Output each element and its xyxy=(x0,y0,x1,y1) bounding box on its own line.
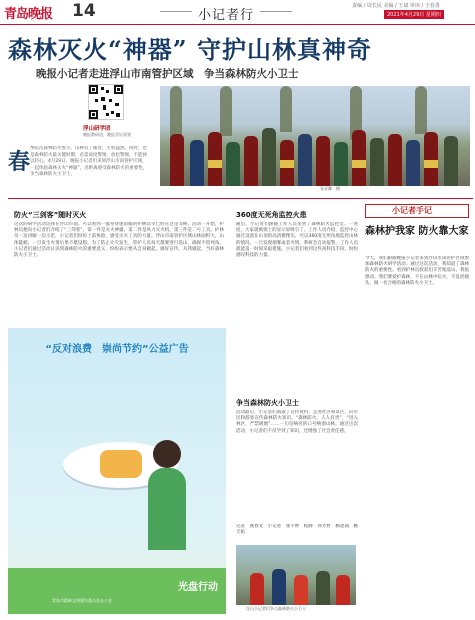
sash-shape xyxy=(424,160,438,168)
person-shape xyxy=(244,136,258,186)
person-shape xyxy=(226,142,240,186)
person-shape xyxy=(406,140,420,186)
page-number: 14 xyxy=(72,1,96,21)
person-shape xyxy=(424,132,438,186)
section-title: 小记者行 xyxy=(198,4,254,23)
poster-sponsor: 青岛市精神文明建设委员会办公室 xyxy=(52,598,112,603)
sash-shape xyxy=(352,160,366,168)
person-shape xyxy=(336,575,350,605)
tree-shape xyxy=(220,86,232,136)
person-body-icon xyxy=(148,468,186,550)
tree-shape xyxy=(415,86,427,134)
qr-code-icon[interactable] xyxy=(88,84,124,120)
person-shape xyxy=(352,130,366,186)
section-heading-3: 争当森林防火小卫士 xyxy=(236,399,299,407)
person-shape xyxy=(250,573,264,605)
qr-label: 浮山研学团 xyxy=(83,126,111,132)
qr-sublabel: 晚报教研团，晚报美好面貌 xyxy=(83,132,131,137)
person-shape xyxy=(370,138,384,186)
group-photo xyxy=(160,86,470,186)
qr-pattern xyxy=(89,85,123,119)
person-shape xyxy=(316,136,330,186)
date-badge: 2021年4月29日 星期四 xyxy=(384,10,444,19)
sash-shape xyxy=(280,160,294,168)
notes-label: 小记者手记 xyxy=(392,206,432,215)
person-shape xyxy=(444,136,458,186)
page-header xyxy=(0,0,475,22)
activity-photo-caption: 浮山小记者们争当森林防火小卫士 xyxy=(246,606,306,611)
article-subtitle: 晚报小记者走进浮山市南管护区域 争当森林防火小卫士 xyxy=(36,68,299,80)
section-body-2: 随后，小记者们跟随工作人员来到了森林防火监控室。一进屋，大家就被墙上的显示屏吸引了。工作人员介绍，监控中心通过设置在山顶的高清摄像头，可以360度无死角地监控山林的情况。一旦发现烟雾或者火情，系统会自动报警，工作人员就能第一时间采取措施。小记者们看到这些高科技手段，纷纷感叹科技的力量。 xyxy=(236,222,358,259)
editors-line: 责编 / 周长民 美编 / 王斌 审读 / 王春善 xyxy=(352,3,440,9)
poster-title: “反对浪费 崇尚节约”公益广告 xyxy=(45,344,189,355)
person-shape xyxy=(334,142,348,186)
participants-line: 记者 燕春文 小记者 张宇婷 程静 孙芳哲 杨思润 姚天佑 xyxy=(236,524,358,536)
header-rule xyxy=(0,24,475,25)
person-shape xyxy=(388,134,402,186)
poster-slogan: 光盘行动 xyxy=(178,582,218,593)
person-shape xyxy=(298,134,312,186)
newspaper-logo: 青岛晚报 xyxy=(4,7,53,22)
person-shape xyxy=(294,575,308,605)
photo-caption: 张亚卿 摄 xyxy=(320,186,340,191)
person-shape xyxy=(272,569,286,605)
tree-shape xyxy=(280,86,292,132)
activity-photo xyxy=(236,545,356,605)
person-shape xyxy=(190,140,204,186)
section-heading-2: 360度无死角监控火患 xyxy=(236,211,307,219)
section-body-3: 活动最后，小记者们领取了宣传资料，走进社区和景区，向市民和游客宣传森林防火知识。“森林防火，人人有责”，“进入林区，严禁吸烟”……一句句响亮的口号响彻山林。通过这次活动，小记者们不仅学到了知识，还增强了社会责任感。 xyxy=(236,410,358,434)
notes-heading: 森林护我家 防火靠大家 xyxy=(365,226,469,237)
section-body-1: 这次的研学活动选择在浮山市南。可以看到一群身穿迷彩服的护林员早已经在这里等候。活动一开始，护林员便向小记者们介绍了“三剑客”。第一件是灭火神器，第二件是风力灭火机，第三件是二号工具。护林员一边讲解一边示范，小记者们纷纷上前体验，感受灭火工具的力量。浮山市南管护区域山林面积大，山体陡峭，一旦发生火情后果不堪设想。为了防止火灾发生，管护人员每天都要进行巡山，确保不留死角。小记者们通过活动认识到森林防火的重要意义，纷纷表示要从自身做起，做好宣传，从我做起，当好森林防火小卫士。 xyxy=(14,222,224,259)
intro-paragraph: 季防范森林防火警示，山林有了暖意，生机盎然。同时，也是森林防火最关键时期，必需高度警惕，放松警惕，不能掉以轻心。4月29日，晚报小记者们来到浮山市南管护区域，一起体验森林灭火“神器”，近距离感受森林防火的重要性，争当森林防火小卫士。 xyxy=(30,146,148,177)
notes-body: 今天，我们跟随晚报小记者来到浮山市南管护区域参加森林防火研学活动。通过这次活动，我知道了森林防火的重要性。看到护林员叔叔们辛苦地巡山，我很感动。我们要爱护森林，不在山林中玩火，不乱扔烟头，做一名合格的森林防火小卫士。 xyxy=(365,256,469,286)
sash-shape xyxy=(208,160,222,168)
person-shape xyxy=(262,128,276,186)
article-title: 森林灭火“神器” 守护山林真神奇 xyxy=(8,35,372,64)
person-shape xyxy=(316,571,330,605)
food-icon xyxy=(100,450,142,478)
section-divider xyxy=(8,198,473,199)
person-shape xyxy=(208,132,222,186)
section-heading-1: 防火“三剑客”随时灭火 xyxy=(14,211,87,219)
intro-dropcap: 春 xyxy=(8,149,31,175)
public-service-poster xyxy=(8,328,226,614)
person-head-icon xyxy=(153,440,181,468)
person-shape xyxy=(170,134,184,186)
